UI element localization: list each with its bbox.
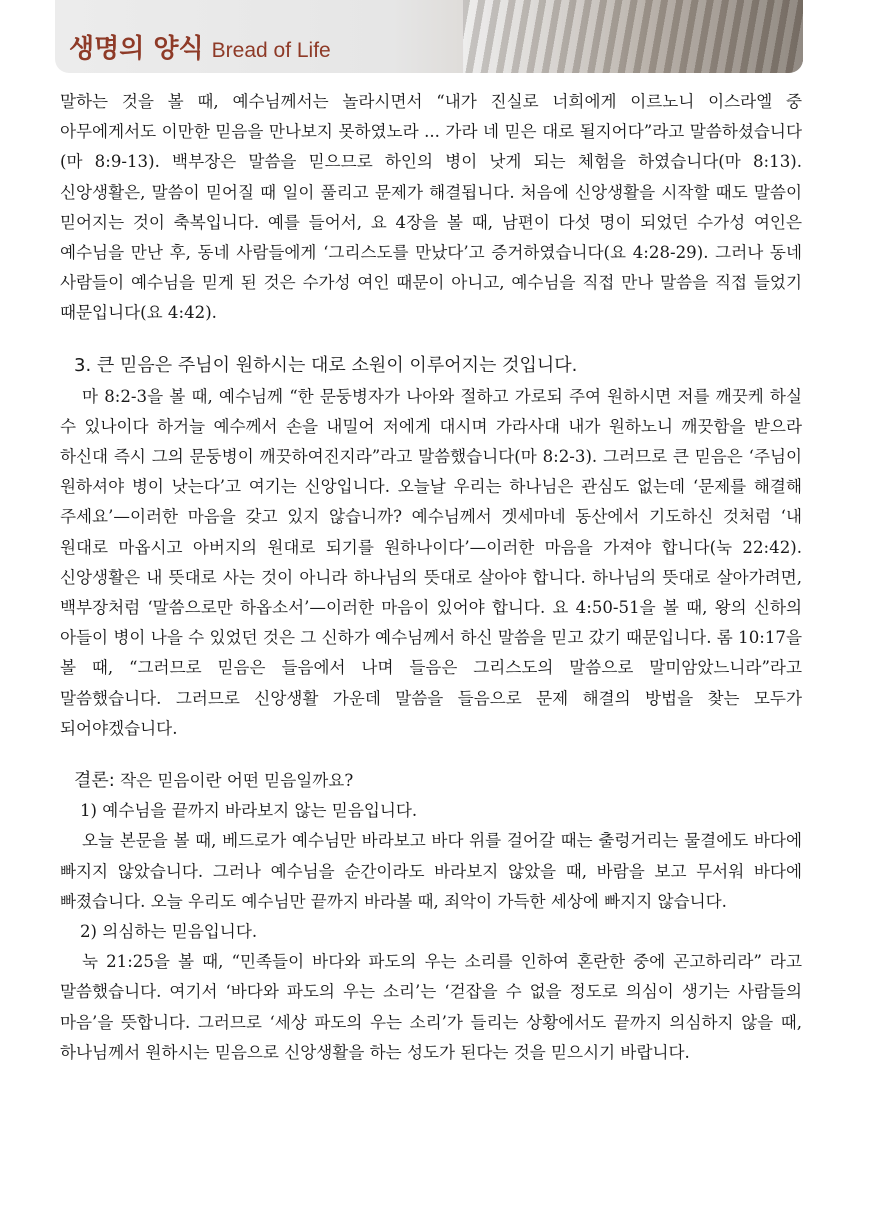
header-title [69, 28, 331, 65]
item-2-heading: 2) 의심하는 믿음입니다. [80, 922, 258, 942]
item-2-text: 눅 21:25을 볼 때, “민족들이 바다와 파도의 우는 소리를 인하여 혼란한 중에 곤고하리라” 라고 말씀했습니다. 여기서 ‘바다와 파도의 우는 소리’는 ‘걷잡을 수 없을 정도로 의심이 생기는 사람들의 마음’을 뜻합니다. 그러므로 ‘세상 파도의 우는 소리’가 들리는 상황에서도 끝까지 의심하지 않을 때, 하나님께서 원하시는 믿음으로 신앙생활을 하는 성도가 된다는 것을 믿으시기 바랍니다. [60, 952, 802, 1062]
header-title-english: Bread of Life [211, 39, 331, 62]
section-heading-3: 3. 큰 믿음은 주님이 원하시는 대로 소원이 이루어지는 것입니다. [74, 354, 578, 376]
conclusion-label: 결론: [74, 770, 115, 792]
paragraph-intro: 말하는 것을 볼 때, 예수님께서는 놀라시면서 “내가 진실로 너희에게 이르노니 이스라엘 중 아무에게서도 이만한 믿음을 만나보지 못하였노라 ... 가라 네 믿은 대로 될지어다”라고 말씀하셨습니다(마 8:9-13). 백부장은 말씀을 믿으므로 하인의 병이 낫게 되는 체험을 하였습니다(마 8:13). 신앙생활은, 말씀이 믿어질 때 일이 풀리고 문제가 해결됩니다. 처음에 신앙생활을 시작할 때도 말씀이 믿어지는 것이 축복입니다. 예를 들어서, 요 4장을 볼 때, 남편이 다섯 명이 되었던 수가성 여인은 예수님을 만난 후, 동네 사람들에게 ‘그리스도를 만났다’고 증거하였습니다(요 4:28-29). 그러나 동네 사람들이 예수님을 믿게 된 것은 수가성 여인 때문이 아니고, 예수님을 직접 만나 말씀을 직접 들었기 때문입니다(요 4:42). [60, 92, 802, 323]
conclusion [60, 766, 802, 796]
item-1-heading: 1) 예수님을 끝까지 바라보지 않는 믿음입니다. [80, 801, 418, 821]
section-3-text: 마 8:2-3을 볼 때, 예수님께 “한 문둥병자가 나아와 절하고 가로되 주여 원하시면 저를 깨끗케 하실 수 있나이다 하거늘 예수께서 손을 내밀어 저에게 대시며 가라사대 내가 원하노니 깨끗함을 받으라 하신대 즉시 그의 문둥병이 깨끗하여진지라”라고 말씀했습니다(마 8:2-3). 그러므로 큰 믿음은 ‘주님이 원하셔야 병이 낫는다’고 여기는 신앙입니다. 오늘날 우리는 하나님은 관심도 없는데 ‘문제를 해결해 주세요’—이러한 마음을 갖고 있지 않습니까? 예수님께서 겟세마네 동산에서 기도하신 것처럼 ‘내 원대로 마옵시고 아버지의 원대로 되기를 원하나이다’—이러한 마음을 가져야 합니다(눅 22:42). 신앙생활은 내 뜻대로 사는 것이 아니라 하나님의 뜻대로 살아야 합니다. 하나님의 뜻대로 살아가려면, 백부장처럼 ‘말씀으로만 하옵소서’—이러한 마음이 있어야 합니다. 요 4:50-51을 볼 때, 왕의 신하의 아들이 병이 나을 수 있었던 것은 그 신하가 예수님께서 하신 말씀을 믿고 갔기 때문입니다. 롬 10:17을 볼 때, “그러므로 믿음은 들음에서 나며 들음은 그리스도의 말씀으로 말미암았느니라”라고 말씀했습니다. 그러므로 신앙생활 가운데 말씀을 들음으로 문제 해결의 방법을 찾는 모두가 되어야겠습니다. [60, 386, 802, 738]
conclusion-question: 작은 믿음이란 어떤 믿음일까요? [114, 771, 354, 791]
article-body [60, 87, 802, 1068]
header-title-korean: 생명의 양식 [69, 34, 204, 64]
header-decoration [463, 0, 803, 73]
item-1-text: 오늘 본문을 볼 때, 베드로가 예수님만 바라보고 바다 위를 걸어갈 때는 출렁거리는 물결에도 바다에 빠지지 않았습니다. 그러나 예수님을 순간이라도 바라보지 않았을 때, 바람을 보고 무서워 바다에 빠졌습니다. 오늘 우리도 예수님만 끝까지 바라볼 때, 죄악이 가득한 세상에 빠지지 않습니다. [60, 831, 802, 911]
page-header [55, 0, 803, 73]
